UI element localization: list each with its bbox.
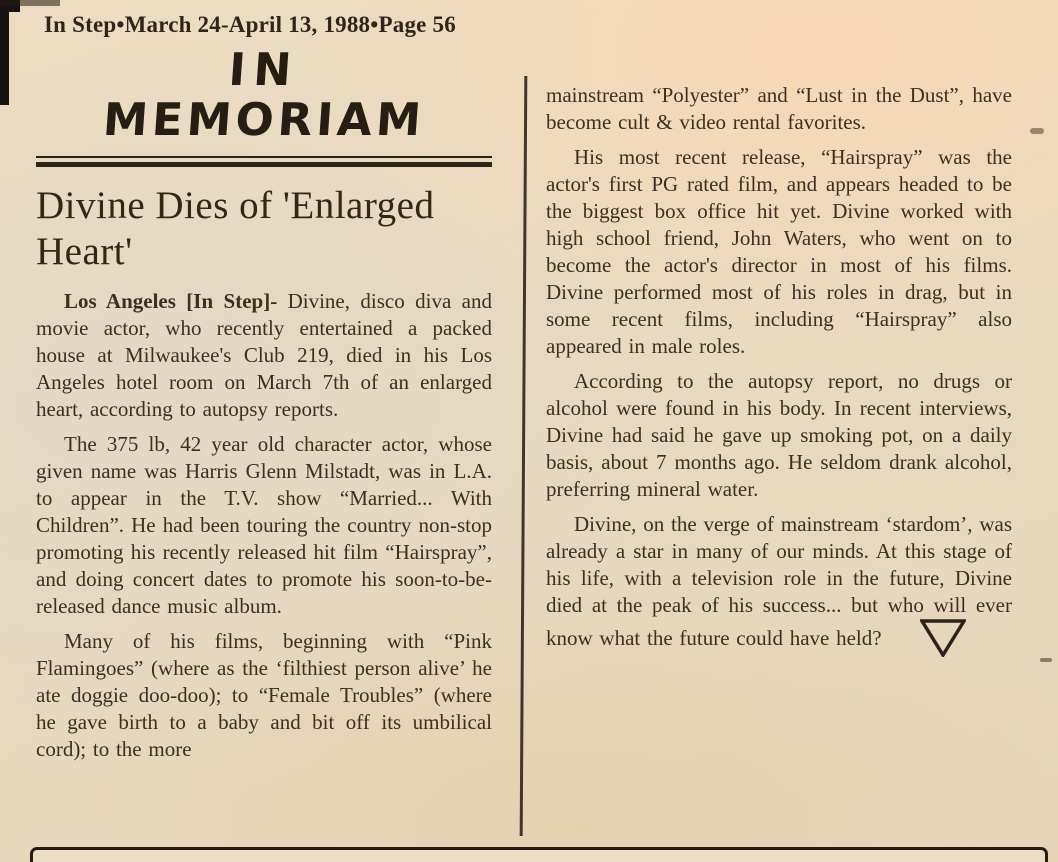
paragraph	[546, 144, 1012, 360]
scan-top-smudge	[0, 0, 60, 6]
scan-speck	[1030, 128, 1044, 134]
masthead: In Step•March 24-April 13, 1988•Page 56	[44, 12, 456, 37]
paragraph-text: Many of his films, beginning with “Pink Flamingoes” (where as the ‘filthiest person alive’ he ate doggie doo-doo); to “Female Troubles” (where he gave birth to a baby and bit off its umbilical cord); to the more	[36, 629, 492, 762]
paragraph-text: Divine, on the verge of mainstream ‘stardom’, was already a star in many of our minds. At this stage of his life, with a television role in the future, Divine died at the peak of his success... but who will ever know what the future could have held?	[546, 512, 1012, 650]
paragraph-text: His most recent release, “Hairspray” was the actor's first PG rated film, and appears headed to be the biggest box office hit yet. Divine worked with high school friend, John Waters, who went on to become the actor's director in most of his films. Divine performed most of his roles in drag, but in some recent films, including “Hairspray” also appeared in male roles.	[546, 145, 1012, 358]
left-column	[36, 43, 492, 771]
section-title-line1: IN	[226, 43, 302, 96]
paragraph-text: The 375 lb, 42 year old character actor, whose given name was Harris Glenn Milstadt, was in L.A. to appear in the T.V. show “Married... With Children”. He had been touring the country non-stop promoting his recently released hit film “Hairspray”, and doing concert dates to promote his soon-to-be-released dance music album.	[36, 432, 492, 619]
paragraph	[546, 82, 1012, 136]
headline: Divine Dies of 'Enlarged Heart'	[36, 184, 435, 273]
section-divider-rule	[36, 156, 492, 167]
paragraph	[36, 628, 492, 763]
paragraph-text: According to the autopsy report, no drugs or alcohol were found in his body. In recent interviews, Divine had said he gave up smoking pot, on a daily basis, about 7 months ago. He seldom drank alcohol, preferring mineral water.	[546, 369, 1012, 501]
paragraph	[36, 431, 492, 620]
scan-speck	[1040, 658, 1052, 662]
dateline: Los Angeles [In Step]-	[64, 289, 288, 314]
section-title	[36, 43, 492, 146]
paragraph	[546, 511, 1012, 664]
paragraph-text: mainstream “Polyester” and “Lust in the Dust”, have become cult & video rental favorites.	[546, 83, 1012, 134]
paragraph-text: Divine, disco diva and movie actor, who recently entertained a packed house at Milwaukee's Club 219, died in his Los Angeles hotel room on March 7th of an enlarged heart, according to autopsy reports.	[36, 289, 492, 422]
right-column	[546, 82, 1012, 672]
column-divider-rule	[520, 76, 527, 836]
paragraph	[546, 368, 1012, 503]
section-title-line2: MEMORIAM	[101, 93, 427, 146]
article-end-triangle-icon	[892, 619, 966, 664]
scan-edge-artifact	[0, 0, 9, 105]
paragraph	[36, 288, 492, 423]
next-section-box-top	[30, 847, 1048, 862]
